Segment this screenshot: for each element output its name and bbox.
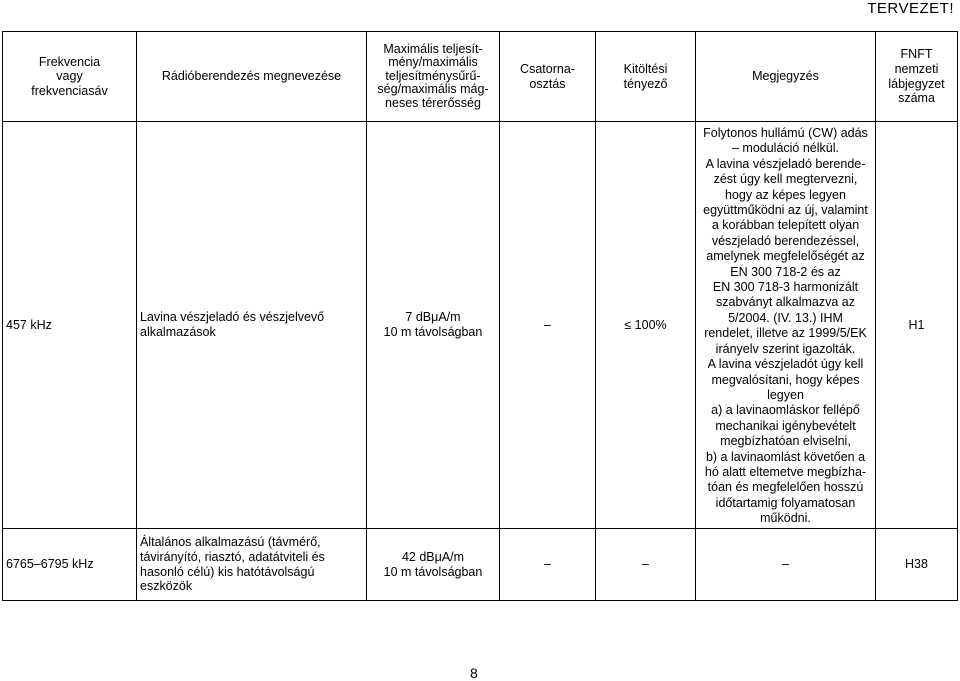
cell-channel: –	[500, 529, 596, 601]
header-frequency: Frekvencia vagy frekvenciasáv	[3, 32, 137, 122]
cell-frequency: 6765–6795 kHz	[3, 529, 137, 601]
header-footnote: FNFT nemzeti lábjegyzet száma	[876, 32, 958, 122]
header-channel: Csatorna- osztás	[500, 32, 596, 122]
cell-duty-cycle: –	[596, 529, 696, 601]
cell-device-name: Általános alkalmazású (távmérő, távirányító, riasztó, adatátviteli és hasonló célú) kis hatótávolságú eszközök	[137, 529, 367, 601]
header-duty-cycle: Kitöltési tényező	[596, 32, 696, 122]
cell-max-power: 7 dBμA/m 10 m távolságban	[367, 122, 500, 529]
header-row	[3, 32, 958, 122]
cell-device-name: Lavina vészjeladó és vészjelvevő alkalmazások	[137, 122, 367, 529]
header-remarks: Megjegyzés	[696, 32, 876, 122]
cell-frequency: 457 kHz	[3, 122, 137, 529]
header-device-name: Rádióberendezés megnevezése	[137, 32, 367, 122]
frequency-table	[2, 31, 958, 601]
cell-footnote: H38	[876, 529, 958, 601]
cell-footnote: H1	[876, 122, 958, 529]
table-row	[3, 122, 958, 529]
table-row	[3, 529, 958, 601]
cell-max-power: 42 dBμA/m 10 m távolságban	[367, 529, 500, 601]
draft-label: TERVEZET!	[867, 0, 954, 17]
cell-remarks: Folytonos hullámú (CW) adás – moduláció nélkül. A lavina vészjeladó berende- zést úgy kell megtervezni, hogy az képes legyen együttműködni az új, valamint a korábban telepített olyan vészjeladó berendezéssel, amelynek megfelelőségét az EN 300 718-2 és az EN 300 718-3 harmonizált szabványt alkalmazva az 5/2004. (IV. 13.) IHM rendelet, illetve az 1999/5/EK irányelv szerint igazolták. A lavina vészjeladót úgy kell megvalósítani, hogy képes legyen a) a lavinaomláskor fellépő mechanikai igénybevételt megbízhatóan elviselni, b) a lavinaomlást követően a hó alatt eltemetve megbízha- tóan és megfelelően hosszú időtartamig folyamatosan működni.	[696, 122, 876, 529]
cell-channel: –	[500, 122, 596, 529]
page-number: 8	[470, 665, 478, 681]
cell-remarks: –	[696, 529, 876, 601]
cell-duty-cycle: ≤ 100%	[596, 122, 696, 529]
header-max-power: Maximális teljesít- mény/maximális teljesítménysűrű- ség/maximális mág- neses térerősség	[367, 32, 500, 122]
